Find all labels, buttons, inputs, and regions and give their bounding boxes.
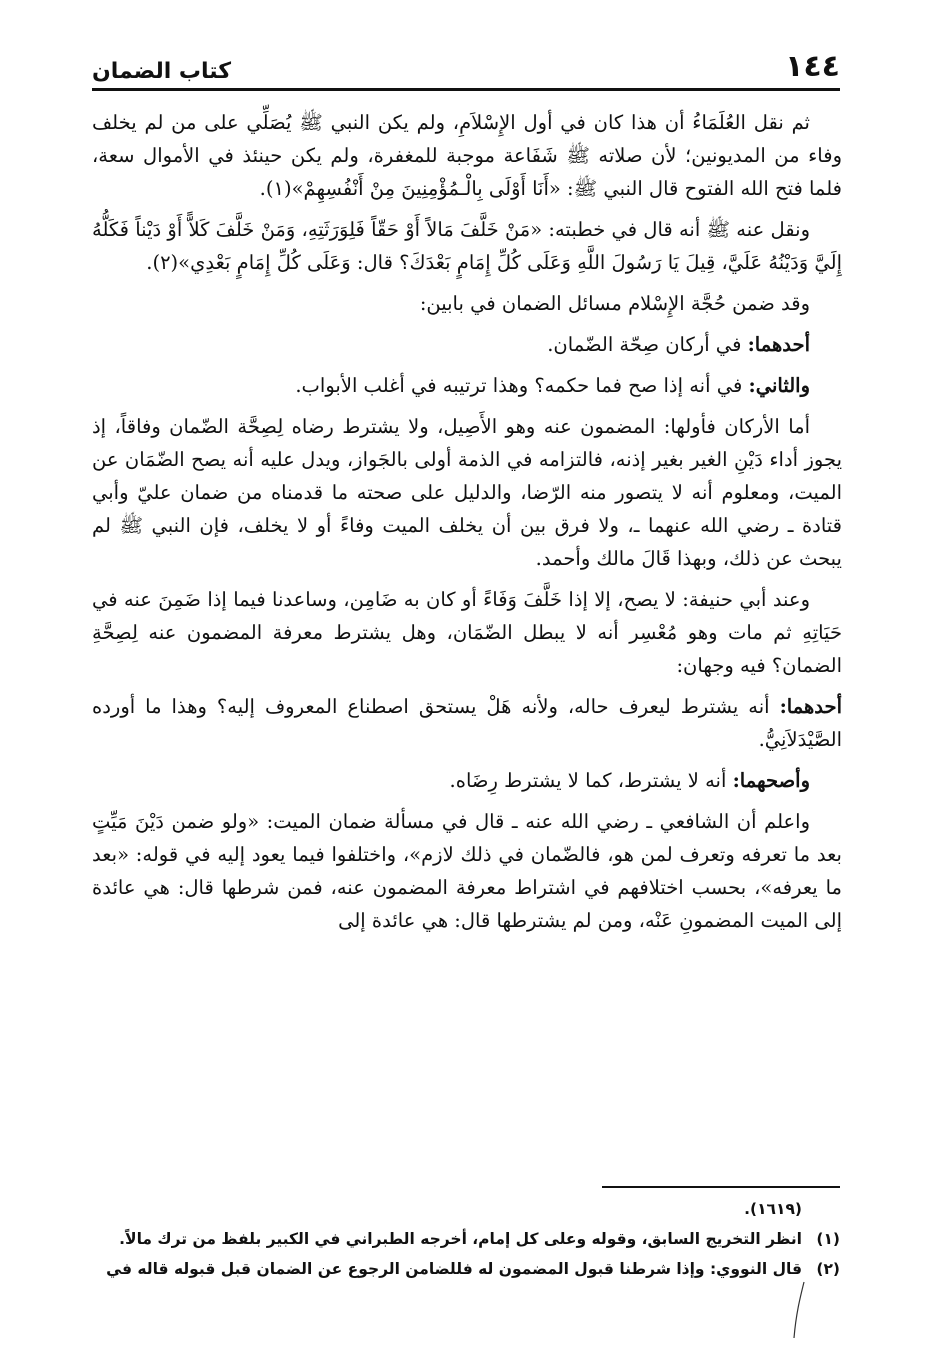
paragraph-text: وقد ضمن حُجَّة الإِسْلام مسائل الضمان في بابين: (419, 292, 810, 315)
paragraph-8 (92, 690, 842, 756)
footnote-2 (92, 1254, 840, 1284)
paragraph-4 (92, 328, 842, 361)
footnote-continuation: (١٦١٩). (744, 1200, 802, 1218)
footnotes (92, 1194, 840, 1284)
paragraph-2 (92, 213, 842, 279)
page-number: ١٤٤ (785, 49, 840, 84)
chapter-title: كتاب الضمان (92, 59, 232, 84)
paragraph-text: وعند أبي حنيفة: لا يصح، إلا إذا خَلَّفَ وَفَاءً أو كان به ضَامِن، وساعدنا فيما إذا ضَمِنَ عنه في حَيَاتِهِ ثم مات وهو مُعْسِر أنه لا يبطل الضّمَان، وهل يشترط معرفة المضمون عنه لِصِحَّةِ الضمان؟ فيه وجهان: (92, 588, 842, 677)
paragraph-9 (92, 764, 842, 797)
page-header (92, 40, 840, 84)
footnote-text: انظر التخريج السابق، وقوله وعلى كل إمام، أخرجه الطبراني في الكبير بلفظ من ترك مالاً. (119, 1230, 802, 1248)
paragraph-3 (92, 287, 842, 320)
paragraph-text: واعلم أن الشافعي ـ رضي الله عنه ـ قال في مسألة ضمان الميت: «ولو ضمن دَيْنَ مَيِّتٍ بعد ما تعرفه وتعرف لمن هو، فالضّمان في ذلك لازم»، واختلفوا فيما يعود إليه في قوله: «بعد ما يعرفه»، بحسب اختلافهم في اشتراط معرفة المضمون عنه، فمن شرطها قال: هي عائدة إلى الميت المضمونِ عَنْه، ومن لم يشترطها قال: هي عائدة إلى (92, 810, 842, 932)
footnote-1 (92, 1224, 840, 1254)
paragraph-lead: والثاني: (748, 374, 810, 397)
paragraph-10 (92, 805, 842, 937)
header-divider (92, 88, 840, 91)
paragraph-lead: أحدهما: (747, 333, 810, 356)
paragraph-text: ثم نقل العُلَمَاءُ أن هذا كان في أول الإِسْلاَمِ، ولم يكن النبي ﷺ يُصَلِّي على من لم يخلف وفاء من المديونين؛ لأن صلاته ﷺ شَفَاعة موجبة للمغفرة، ولم يكن حينئذ في الأموال سعة، فلما فتح الله الفتوح قال النبي ﷺ: «أَنَا أَوْلَى بِالْـمُؤْمِنِينَ مِنْ أَنْفُسِهِمْ»(١). (92, 111, 842, 200)
paragraph-text: أنه يشترط ليعرف حاله، ولأنه هَلْ يستحق اصطناع المعروف إليه؟ وهذا ما أورده الصَّيْدَلاَنِيُّ. (92, 695, 842, 751)
paragraph-text: أما الأركان فأولها: المضمون عنه وهو الأَصِيل، ولا يشترط رضاه لِصِحَّة الضّمان وفاقاً، إذ يجوز أداء دَيْنِ الغير بغير إذنه، فالتزامه في الذمة أولى بالجَواز، ويدل عليه أنه يصح الضّمَان عن الميت، ومعلوم أنه لا يتصور منه الرّضا، والدليل على صحته ما قدمناه من ضمان عليّ وأبي قتادة ـ رضي الله عنهما ـ، ولا فرق بين أن يخلف الميت وفاءً أو لا يخلف، فإن النبي ﷺ لم يبحث عن ذلك، وبهذا قَالَ مالك وأحمد. (92, 415, 842, 570)
paragraph-7 (92, 583, 842, 682)
footnote-text: قال النووي: وإذا شرطنا قبول المضمون له فللضامن الرجوع عن الضمان قبل قبوله قاله في (106, 1260, 802, 1278)
paragraph-lead: أحدهما: (779, 695, 843, 718)
paragraph-text: في أركان صِحّة الضّمان. (547, 333, 742, 356)
footnote-mark: (١) (816, 1230, 840, 1248)
pen-stroke-mark (790, 1280, 810, 1340)
paragraph-text: ونقل عنه ﷺ أنه قال في خطبته: «مَنْ خَلَّفَ مَالاً أَوْ حَقّاً فَلِوَرَثَتِهِ، وَمَنْ خَلَّفَ كَلاًّ أَوْ دَيْناً فَكَلُّهُ إِلَيَّ وَدَيْنُهُ عَلَيَّ، قِيلَ يَا رَسُولَ اللَّهِ وَعَلَى كُلِّ إِمَامٍ بَعْدَكَ؟ قال: وَعَلَى كُلِّ إِمَامٍ بَعْدِي»(٢). (92, 218, 842, 274)
paragraph-lead: وأصحهما: (732, 769, 810, 792)
paragraph-text: في أنه إذا صح فما حكمه؟ وهذا ترتيبه في أغلب الأبواب. (295, 374, 743, 397)
main-text (92, 106, 842, 945)
paragraph-6 (92, 410, 842, 575)
footnote-divider (602, 1186, 840, 1188)
paragraph-text: أنه لا يشترط، كما لا يشترط رِضَاه. (449, 769, 727, 792)
paragraph-1 (92, 106, 842, 205)
footnote-mark: (٢) (816, 1260, 840, 1278)
paragraph-5 (92, 369, 842, 402)
